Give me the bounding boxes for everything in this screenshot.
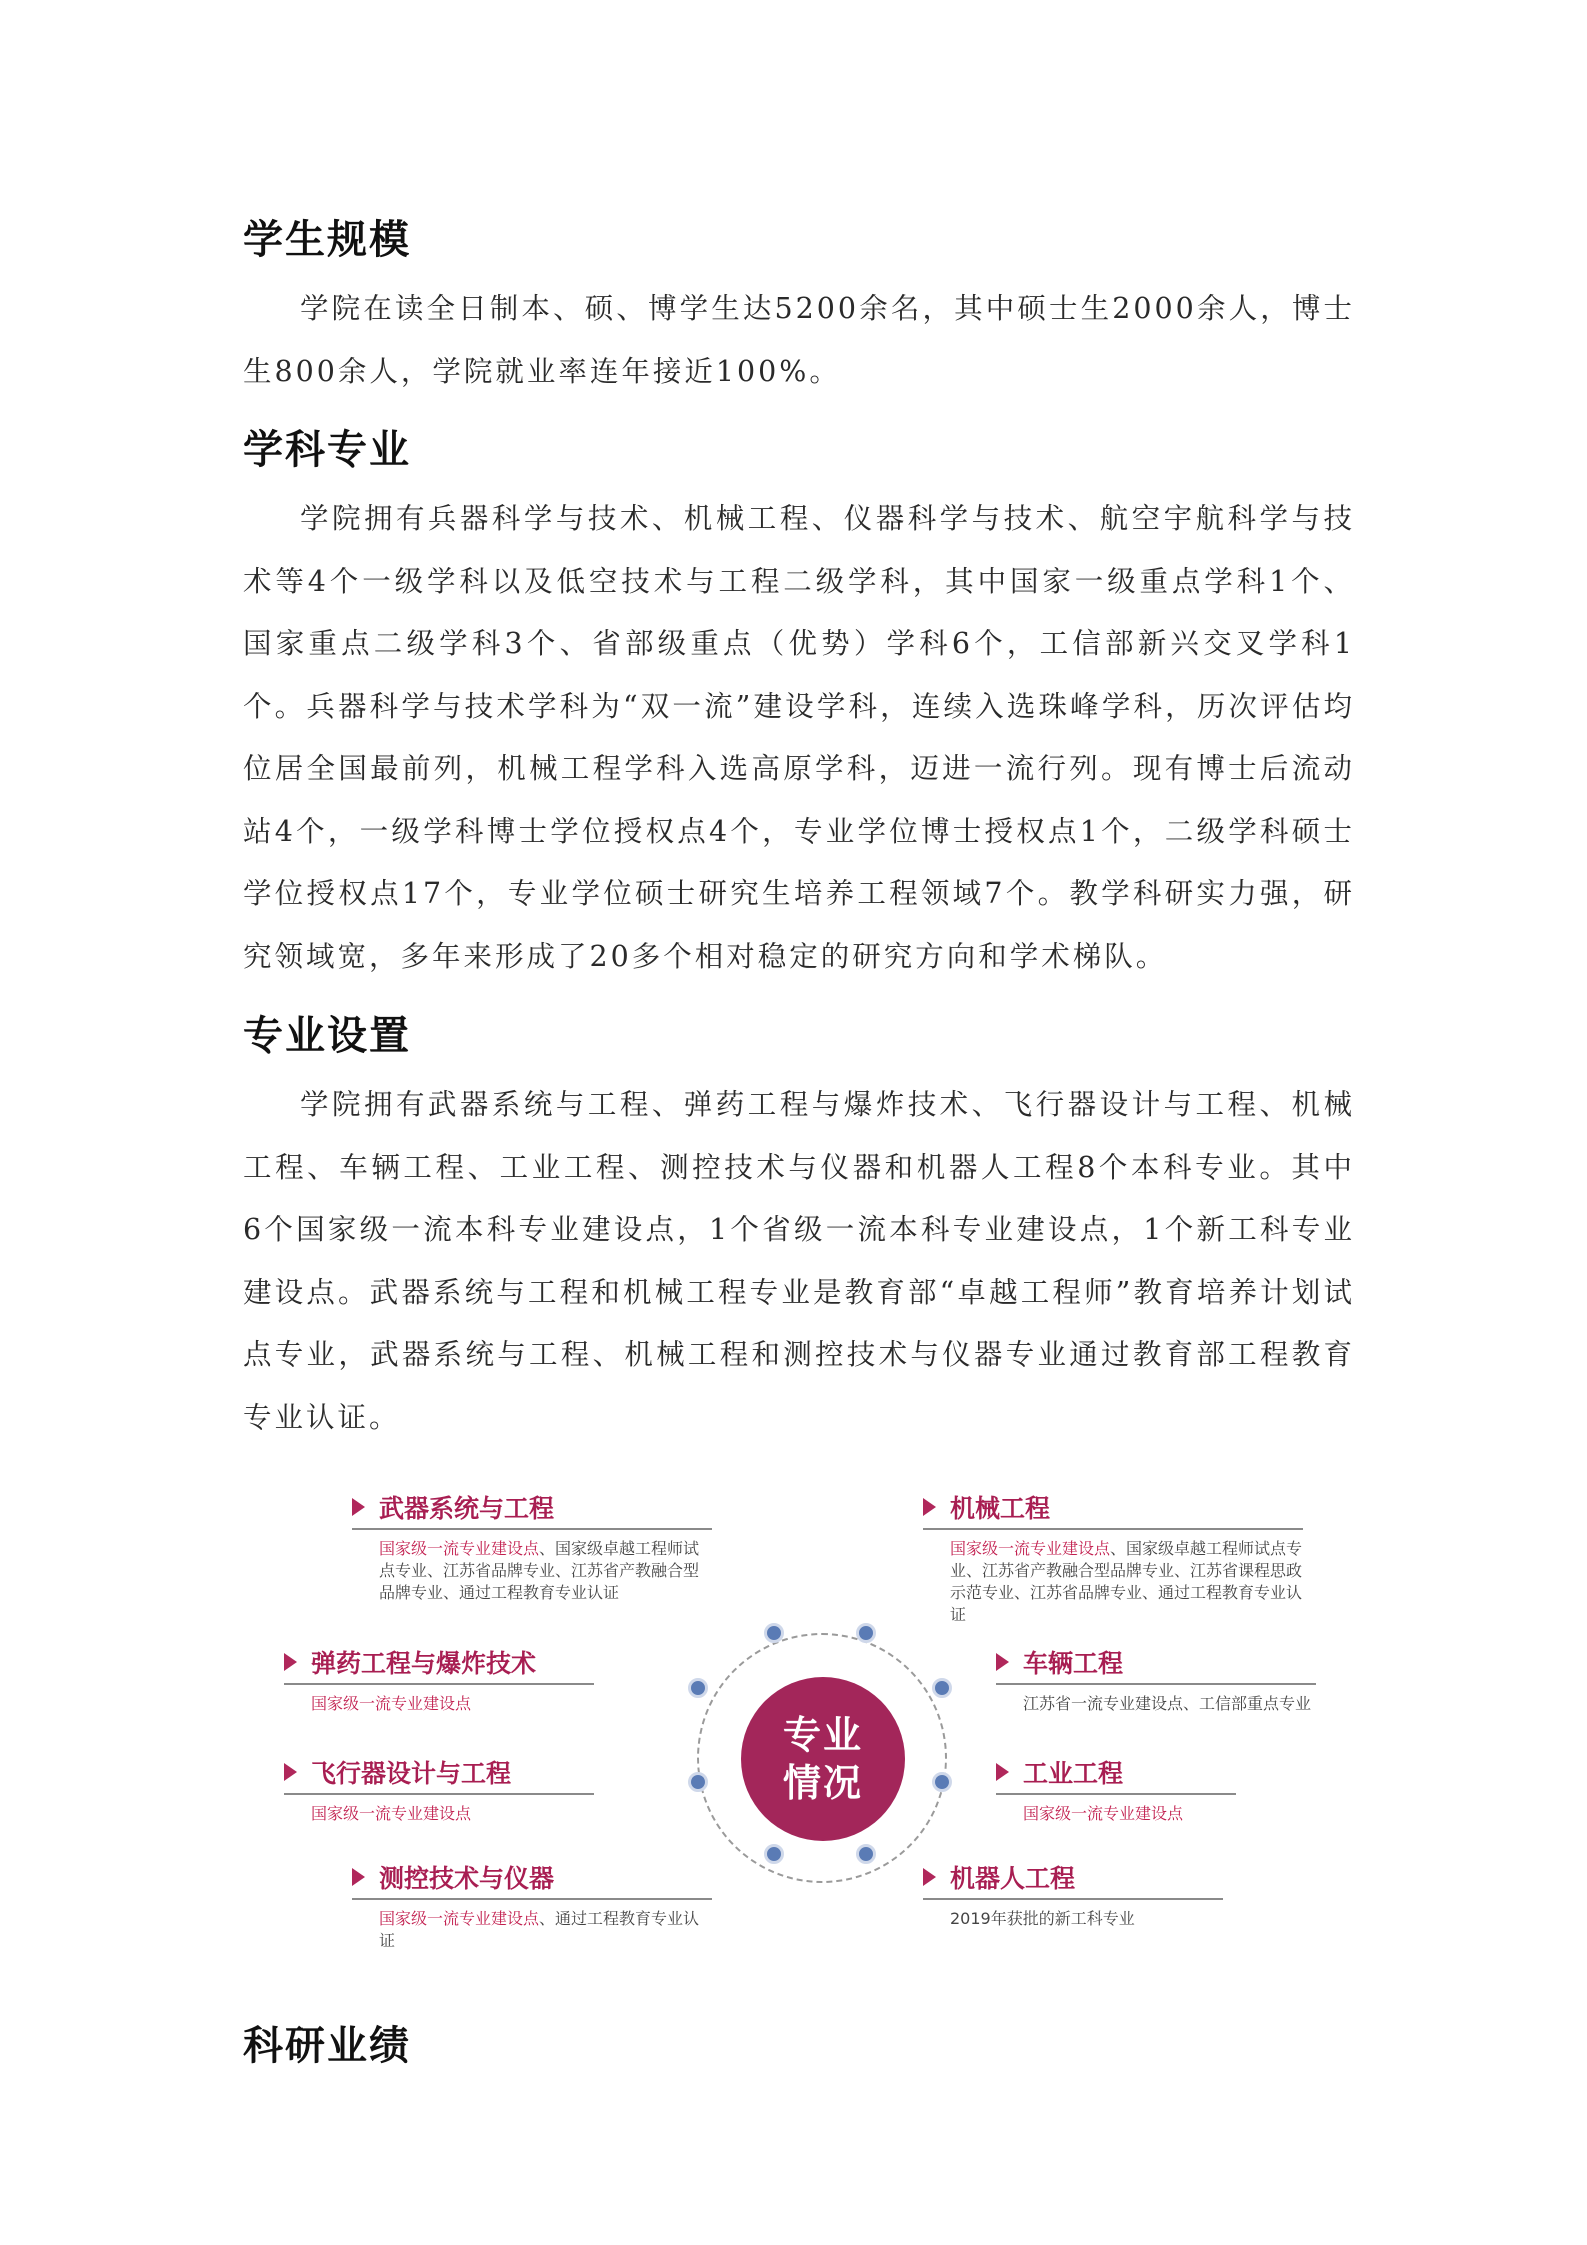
major-item: [923, 1490, 1303, 1626]
major-item: [923, 1860, 1223, 1930]
major-title: 机械工程: [950, 1494, 1051, 1523]
major-item: [996, 1645, 1316, 1715]
triangle-arrow-icon: [923, 1868, 936, 1886]
major-title: 车辆工程: [1023, 1649, 1124, 1678]
divider: [996, 1793, 1236, 1795]
major-desc: 国家级一流专业建设点、通过工程教育专业认证: [379, 1909, 700, 1950]
ring-dot-icon: [932, 1772, 952, 1792]
major-title: 工业工程: [1023, 1759, 1124, 1788]
major-title: 飞行器设计与工程: [311, 1759, 512, 1788]
ring-dot-icon: [764, 1844, 784, 1864]
divider: [352, 1898, 712, 1900]
ring-dot-icon: [688, 1678, 708, 1698]
major-title: 测控技术与仪器: [379, 1864, 555, 1893]
section-heading-students: 学生规模: [243, 216, 411, 263]
triangle-arrow-icon: [996, 1653, 1009, 1671]
ring-dot-icon: [932, 1678, 952, 1698]
major-item: [996, 1755, 1236, 1825]
triangle-arrow-icon: [352, 1498, 365, 1516]
section-heading-research: 科研业绩: [243, 2022, 411, 2069]
major-title: 机器人工程: [950, 1864, 1076, 1893]
section-heading-majors: 专业设置: [243, 1012, 411, 1059]
ring-dot-icon: [764, 1623, 784, 1643]
triangle-arrow-icon: [284, 1653, 297, 1671]
major-item: [352, 1860, 712, 1952]
major-desc: 国家级一流专业建设点: [311, 1804, 472, 1823]
center-label-line1: 专业: [782, 1713, 863, 1757]
ring-dot-icon: [856, 1844, 876, 1864]
ring-dot-icon: [688, 1772, 708, 1792]
section-text-majors: 学院拥有武器系统与工程、弹药工程与爆炸技术、飞行器设计与工程、机械工程、车辆工程、工业工程、测控技术与仪器和机器人工程8个本科专业。其中6个国家级一流本科专业建设点，1个省级一流本科专业建设点，1个新工科专业建设点。武器系统与工程和机械工程专业是教育部“卓越工程师”教育培养计划试点专业，武器系统与工程、机械工程和测控技术与仪器专业通过教育部工程教育专业认证。: [243, 1088, 1355, 1434]
major-desc: 2019年获批的新工科专业: [950, 1909, 1135, 1928]
section-heading-disciplines: 学科专业: [243, 426, 411, 473]
major-title: 弹药工程与爆炸技术: [311, 1649, 537, 1678]
center-label-line2: 情况: [782, 1761, 863, 1805]
major-desc: 国家级一流专业建设点: [1023, 1804, 1184, 1823]
triangle-arrow-icon: [284, 1763, 297, 1781]
triangle-arrow-icon: [923, 1498, 936, 1516]
majors-overview-figure: [270, 1490, 1350, 1990]
divider: [284, 1683, 594, 1685]
major-item: [284, 1645, 594, 1715]
divider: [923, 1528, 1303, 1530]
triangle-arrow-icon: [352, 1868, 365, 1886]
triangle-arrow-icon: [996, 1763, 1009, 1781]
ring-dot-icon: [856, 1623, 876, 1643]
divider: [923, 1898, 1223, 1900]
major-desc: 国家级一流专业建设点、国家级卓越工程师试点专业、江苏省品牌专业、江苏省产教融合型品牌专业、通过工程教育专业认证: [379, 1539, 700, 1602]
major-desc: 国家级一流专业建设点、国家级卓越工程师试点专业、江苏省产教融合型品牌专业、江苏省课程思政示范专业、江苏省品牌专业、通过工程教育专业认证: [950, 1539, 1303, 1624]
major-title: 武器系统与工程: [379, 1494, 555, 1523]
divider: [352, 1528, 712, 1530]
major-desc: 国家级一流专业建设点: [311, 1694, 472, 1713]
major-desc: 江苏省一流专业建设点、工信部重点专业: [1023, 1694, 1312, 1713]
divider: [996, 1683, 1316, 1685]
section-text-students: 学院在读全日制本、硕、博学生达5200余名，其中硕士生2000余人，博士生800余人，学院就业率连年接近100%。: [243, 292, 1355, 388]
major-item: [352, 1490, 712, 1604]
center-circle: [741, 1677, 905, 1841]
divider: [284, 1793, 594, 1795]
section-text-disciplines: 学院拥有兵器科学与技术、机械工程、仪器科学与技术、航空宇航科学与技术等4个一级学科以及低空技术与工程二级学科，其中国家一级重点学科1个、国家重点二级学科3个、省部级重点（优势）学科6个，工信部新兴交叉学科1个。兵器科学与技术学科为“双一流”建设学科，连续入选珠峰学科，历次评估均位居全国最前列，机械工程学科入选高原学科，迈进一流行列。现有博士后流动站4个，一级学科博士学位授权点4个，专业学位博士授权点1个，二级学科硕士学位授权点17个，专业学位硕士研究生培养工程领域7个。教学科研实力强，研究领域宽，多年来形成了20多个相对稳定的研究方向和学术梯队。: [243, 502, 1355, 973]
major-item: [284, 1755, 594, 1825]
